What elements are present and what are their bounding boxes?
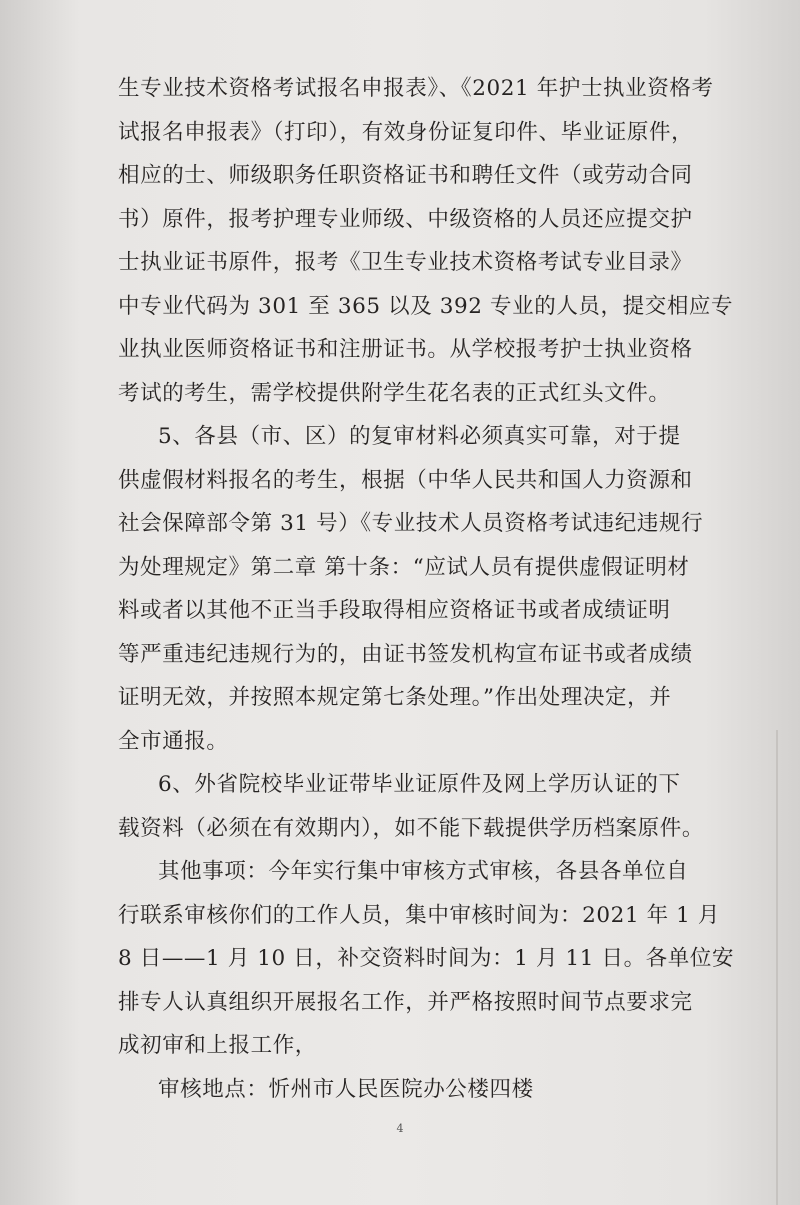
text-line-5: 士执业证书原件，报考《卫生专业技术资格考试专业目录》: [118, 250, 693, 275]
text-line-15: 证明无效，并按照本规定第七条处理。”作出处理决定，并: [118, 685, 672, 710]
text-line-12: 为处理规定》第二章 第十条：“应试人员有提供虚假证明材: [118, 555, 690, 580]
text-line-19: 其他事项：今年实行集中审核方式审核，各县各单位自: [158, 859, 689, 884]
text-line-16: 全市通报。: [118, 729, 229, 754]
text-line-9: 5、各县（市、区）的复审材料必须真实可靠，对于提: [158, 424, 681, 449]
text-line-1: 生专业技术资格考试报名申报表》、《2021 年护士执业资格考: [118, 76, 714, 101]
text-line-2: 试报名申报表》（打印），有效身份证复印件、毕业证原件，: [118, 120, 694, 145]
text-line-13: 料或者以其他不正当手段取得相应资格证书或者成绩证明: [118, 598, 671, 623]
text-line-6: 中专业代码为 301 至 365 以及 392 专业的人员，提交相应专: [118, 294, 734, 319]
text-line-23: 成初审和上报工作，: [118, 1033, 317, 1058]
text-line-7: 业执业医师资格证书和注册证书。从学校报考护士执业资格: [118, 337, 693, 362]
text-line-10: 供虚假材料报名的考生，根据（中华人民共和国人力资源和: [118, 468, 693, 493]
text-line-11: 社会保障部令第 31 号）《专业技术人员资格考试违纪违规行: [118, 511, 704, 536]
text-line-4: 书）原件，报考护理专业师级、中级资格的人员还应提交护: [118, 207, 693, 232]
text-line-22: 排专人认真组织开展报名工作，并严格按照时间节点要求完: [118, 990, 693, 1015]
text-line-3: 相应的士、师级职务任职资格证书和聘任文件（或劳动合同: [118, 163, 693, 188]
text-line-14: 等严重违纪违规行为的，由证书签发机构宣布证书或者成绩: [118, 642, 693, 667]
text-line-24: 审核地点：忻州市人民医院办公楼四楼: [158, 1077, 534, 1102]
text-line-17: 6、外省院校毕业证带毕业证原件及网上学历认证的下: [158, 772, 681, 797]
page-number: 4: [396, 1122, 404, 1135]
text-line-8: 考试的考生，需学校提供附学生花名表的正式红头文件。: [118, 381, 671, 406]
text-line-18: 载资料（必须在有效期内），如不能下载提供学历档案原件。: [118, 816, 704, 841]
text-line-21: 8 日——1 月 10 日，补交资料时间为：1 月 11 日。各单位安: [118, 946, 735, 971]
text-line-20: 行联系审核你们的工作人员，集中审核时间为：2021 年 1 月: [118, 903, 720, 928]
